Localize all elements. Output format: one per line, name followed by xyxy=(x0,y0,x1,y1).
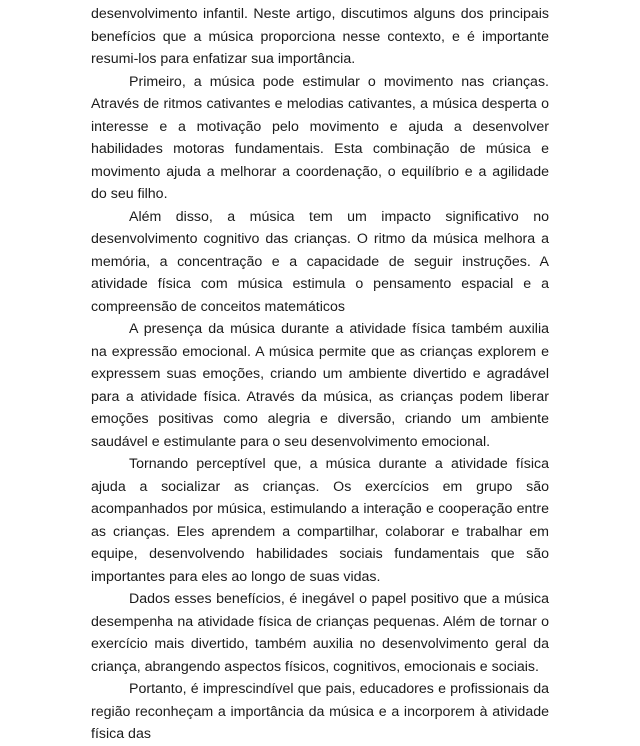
document-page xyxy=(91,3,549,746)
paragraph-emotional: A presença da música durante a atividade física também auxilia na expressão emocional. A música permite que as crianças explorem e expressem suas emoções, criando um ambiente divertido e agradável para a atividade física. Através da música, as crianças podem liberar emoções positivas como alegria e diversão, criando um ambiente saudável e estimulante para o seu desenvolvimento emocional. xyxy=(91,321,549,450)
paragraph-benefits-summary: Dados esses benefícios, é inegável o papel positivo que a música desempenha na atividade física de crianças pequenas. Além de tornar o exercício mais divertido, também auxilia no desenvolvimento geral da criança, abrangendo aspectos físicos, cognitivos, emocionais e sociais. xyxy=(91,591,549,675)
paragraph-conclusion: Portanto, é imprescindível que pais, educadores e profissionais da região reconheçam a importância da música e a incorporem à atividade física das xyxy=(91,681,549,742)
paragraph-cognitive: Além disso, a música tem um impacto significativo no desenvolvimento cognitivo das crianças. O ritmo da música melhora a memória, a concentração e a capacidade de seguir instruções. A atividade física com música estimula o pensamento espacial e a compreensão de conceitos matemáticos xyxy=(91,208,549,315)
paragraph-movement: Primeiro, a música pode estimular o movimento nas crianças. Através de ritmos cativantes e melodias cativantes, a música desperta o interesse e a motivação pelo movimento e ajuda a desenvolver habilidades motoras fundamentais. Esta combinação de música e movimento ajuda a melhorar a coordenação, o equilíbrio e a agilidade do seu filho. xyxy=(91,73,549,202)
paragraph-social: Tornando perceptível que, a música durante a atividade física ajuda a socializar as crianças. Os exercícios em grupo são acompanhados por música, estimulando a interação e cooperação entre as crianças. Eles aprendem a compartilhar, colaborar e trabalhar em equipe, desenvolvendo habilidades sociais fundamentais que são importantes para eles ao longo de suas vidas. xyxy=(91,456,549,585)
paragraph-intro-continued: desenvolvimento infantil. Neste artigo, discutimos alguns dos principais benefícios que a música proporciona nesse contexto, e é importante resumi-los para enfatizar sua importância. xyxy=(91,6,549,67)
